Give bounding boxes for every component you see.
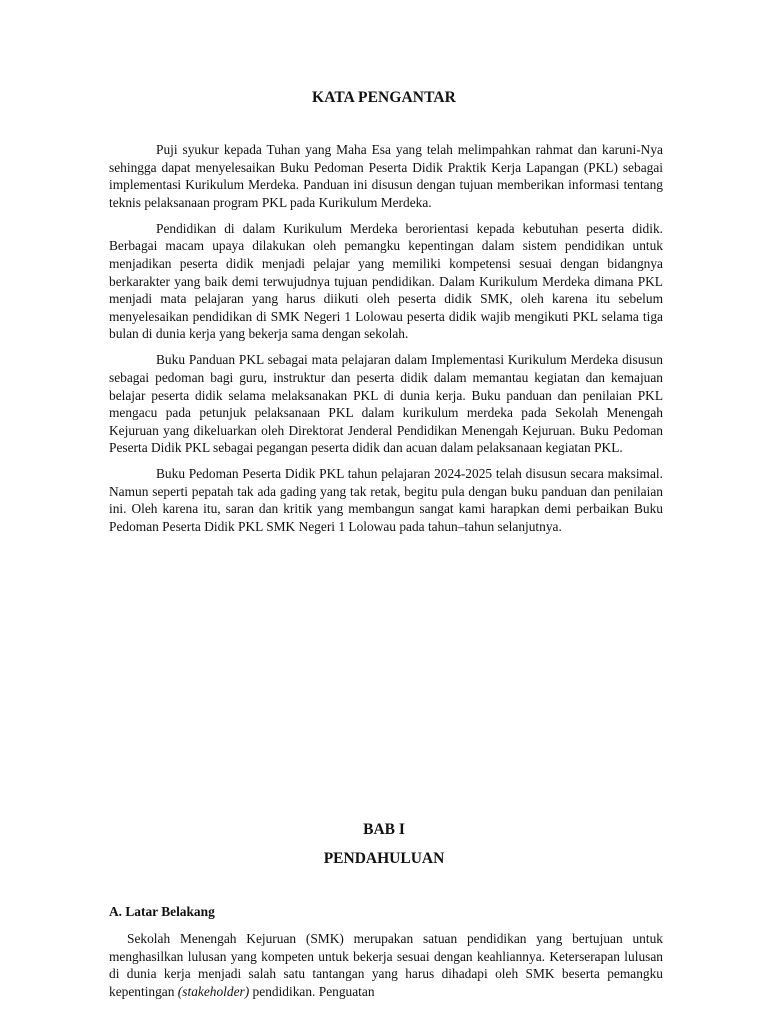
section-heading-latar-belakang: A. Latar Belakang [109, 904, 215, 919]
latar-belakang-paragraph [109, 930, 663, 1000]
kata-pengantar-paragraph-1: Puji syukur kepada Tuhan yang Maha Esa yang telah melimpahkan rahmat dan karuni-Nya sehingga dapat menyelesaikan Buku Pedoman Peserta Didik Praktik Kerja Lapangan (PKL) sebagai implementasi Kurikulum Merdeka. Panduan ini disusun dengan tujuan memberikan informasi tentang teknis pelaksanaan program PKL pada Kurikulum Merdeka. [109, 142, 663, 210]
kata-pengantar-paragraph-2: Pendidikan di dalam Kurikulum Merdeka berorientasi kepada kebutuhan peserta didik. Berbagai macam upaya dilakukan oleh pemangku kepentingan dalam sistem pendidikan untuk menjadikan peserta didik menjadi pelajar yang memiliki kompetensi sesuai dengan bidangnya berkarakter yang baik demi terwujudnya tujuan pendidikan. Dalam Kurikulum Merdeka dimana PKL menjadi mata pelajaran yang harus diikuti oleh peserta didik SMK, oleh karena itu sebelum menyelesaikan pendidikan di SMK Negeri 1 Lolowau peserta didik wajib mengikuti PKL selama tiga bulan di dunia kerja yang bekerja sama dengan sekolah. [109, 220, 663, 342]
stakeholder-term: (stakeholder) [177, 983, 250, 999]
kata-pengantar-paragraph-4: Buku Pedoman Peserta Didik PKL tahun pelajaran 2024-2025 telah disusun secara maksimal. Namun seperti pepatah tak ada gading yang tak retak, begitu pula dengan buku panduan dan penilaian ini. Oleh karena itu, saran dan kritik yang membangun sangat kami harapkan demi perbaikan Buku Pedoman Peserta Didik PKL SMK Negeri 1 Lolowau pada tahun–tahun selanjutnya. [109, 466, 663, 535]
chapter-number: BAB I [363, 821, 405, 838]
chapter-title: PENDAHULUAN [323, 850, 445, 867]
latar-text-after: pendidikan. Penguatan [249, 983, 375, 999]
kata-pengantar-body [109, 141, 663, 544]
latar-text-before: Sekolah Menengah Kejuruan (SMK) merupakan satuan pendidikan yang bertujuan untuk menghasilkan lulusan yang kompeten untuk bekerja sesuai dengan keahliannya. Keterserapan lulusan di dunia kerja menjadi salah satu tantangan yang harus dihadapi oleh SMK beserta pemangku kepentingan [109, 931, 663, 999]
latar-belakang-body [109, 930, 663, 1000]
kata-pengantar-title: KATA PENGANTAR [312, 89, 456, 106]
kata-pengantar-paragraph-3: Buku Panduan PKL sebagai mata pelajaran dalam Implementasi Kurikulum Merdeka disusun sebagai pedoman bagi guru, instruktur dan peserta didik dalam memantau kegiatan dan kemajuan belajar peserta didik selama melaksanakan PKL di dunia kerja. Buku panduan dan penilaian PKL mengacu pada petunjuk pelaksanaan PKL dalam kurikulum merdeka pada Sekolah Menengah Kejuruan yang dikeluarkan oleh Direktorat Jenderal Pendidikan Menengah Kejuruan. Buku Pedoman Peserta Didik PKL sebagai pegangan peserta didik dan acuan dalam pelaksanaan kegiatan PKL. [109, 352, 663, 456]
